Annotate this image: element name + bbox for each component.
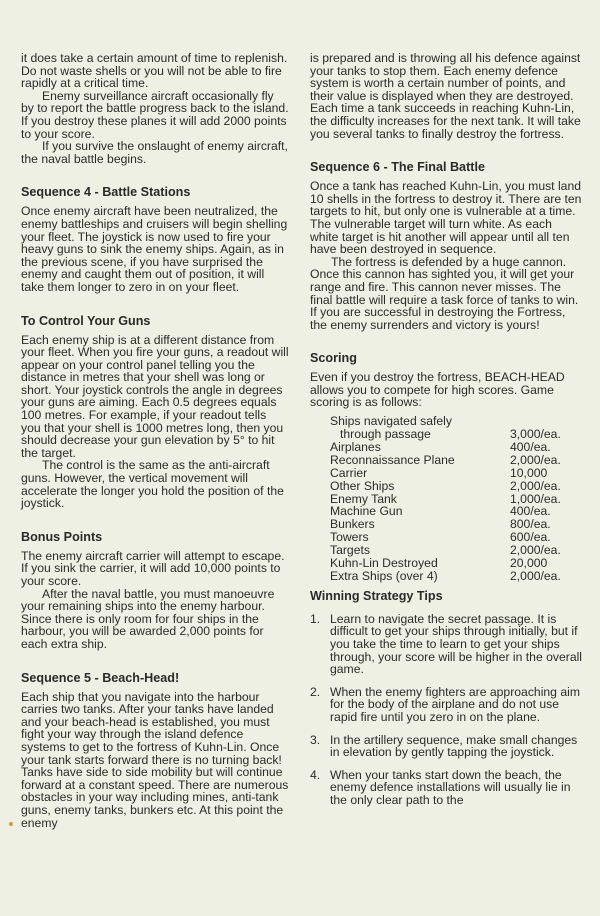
- paragraph: Once enemy aircraft have been neutralized, the enemy battleships and cruisers will begin shelling your fleet. The joystick is now used to fire your heavy guns to sink the enemy ships. Again, as in the previous scene, if you have surprised the enemy and caught them out of position, it will take them longer to zero in on your fleet.: [21, 204, 288, 294]
- score-value: 800/ea.: [510, 517, 551, 532]
- score-value: 3,000/ea.: [510, 426, 561, 441]
- section-heading-strategy-tips: Winning Strategy Tips: [310, 588, 443, 603]
- tip-text: When your tanks start down the beach, the enemy defence installations will usually lie in the only clear path to the: [330, 767, 571, 807]
- paragraph: The fortress is defended by a huge cannon. Once this cannon has sighted you, it will get your range and fire. This cannon never misses. The final battle will require a task force of tanks to win. If you are successful in destroying the Fortress, the enemy surrenders and victory is yours!: [310, 254, 579, 332]
- paragraph: Each ship that you navigate into the harbour carries two tanks. After your tanks have landed and your beach-head is established, you must fight your way through the island defence systems to get to the fortress of Kuhn-Lin. Once your tank starts forward there is no turning back! Tanks have side to side mobility but will continue forward at a constant speed. There are numerous obstacles in your way including mines, anti-tank guns, enemy tanks, bunkers etc. At this point the enemy: [21, 689, 289, 830]
- score-label: Carrier: [330, 465, 368, 480]
- list-item: [310, 734, 582, 759]
- margin-mark: [9, 822, 13, 826]
- score-row: [330, 480, 574, 493]
- score-label: Bunkers: [330, 517, 375, 532]
- section-heading-bonus-points: Bonus Points: [21, 529, 103, 544]
- paragraph: The control is the same as the anti-aircraft guns. However, the vertical movement will accelerate the longer you hold the position of the joystick.: [21, 458, 284, 511]
- score-label: Enemy Tank: [330, 491, 397, 506]
- section-heading-scoring: Scoring: [310, 351, 357, 366]
- tip-text: In the artillery sequence, make small changes in elevation by gently tapping the joystick.: [330, 732, 578, 760]
- section-heading-control-guns: To Control Your Guns: [21, 313, 151, 328]
- score-table: [330, 415, 574, 583]
- score-value: 20,000: [510, 556, 548, 571]
- paragraph: is prepared and is throwing all his defence against your tanks to stop them. Each enemy defence system is worth a certain number of points, and their value is displayed when they are destroyed. Each time a tank succeeds in reaching Kuhn-Lin, the difficulty increases for the next tank. It will take you several tanks to finally destroy the fortress.: [310, 51, 581, 141]
- tip-number: 1.: [310, 611, 321, 626]
- tip-text: Learn to navigate the secret passage. It is difficult to get your ships through initially, but if you take the time to learn to get your ships through, your score will be higher in the overall game.: [330, 611, 583, 677]
- score-row: [330, 557, 574, 570]
- paragraph: it does take a certain amount of time to replenish. Do not waste shells or you will not be able to fire rapidly at a critical time.: [21, 51, 288, 91]
- paragraph: If you survive the onslaught of enemy aircraft, the naval battle begins.: [21, 139, 288, 166]
- score-label: Extra Ships (over 4): [330, 568, 438, 583]
- list-item: [310, 613, 582, 676]
- tip-number: 4.: [310, 767, 321, 782]
- score-value: 10,000: [510, 465, 548, 480]
- score-value: 600/ea.: [510, 530, 551, 545]
- score-label: Ships navigated safely: [330, 414, 452, 429]
- score-row: [330, 428, 574, 441]
- paragraph: Enemy surveillance aircraft occasionally fly by to report the battle progress back to the island. If you destroy these planes it will add 2000 points to your score.: [21, 88, 289, 141]
- score-value: 400/ea.: [510, 439, 551, 454]
- list-item: [310, 686, 582, 724]
- paragraph: Each enemy ship is at a different distance from your fleet. When you fire your guns, a readout will appear on your control panel telling you the distance in metres that your shell was long or short. Your joystick controls the angle in degrees your guns are aiming. Each 0.5 degrees equals 100 metres. For example, if your readout tells you that your shell is 1000 metres long, then you should decrease your gun elevation by 5° to hit the target.: [21, 332, 289, 460]
- score-label: Machine Gun: [330, 504, 403, 519]
- score-value: 2,000/ea.: [510, 478, 561, 493]
- score-value: 2,000/ea.: [510, 568, 561, 583]
- score-label: Kuhn-Lin Destroyed: [330, 556, 438, 571]
- tip-number: 3.: [310, 732, 321, 747]
- score-value: 2,000/ea.: [510, 543, 561, 558]
- score-row: [330, 441, 574, 454]
- tips-list: [310, 613, 582, 807]
- section-heading-sequence-4: Sequence 4 - Battle Stations: [21, 185, 191, 200]
- score-label: Towers: [330, 530, 369, 545]
- list-item: [310, 769, 582, 807]
- score-row: [330, 454, 574, 467]
- score-label: Reconnaissance Plane: [330, 452, 455, 467]
- paragraph: The enemy aircraft carrier will attempt to escape. If you sink the carrier, it will add 10,000 points to your score.: [21, 548, 285, 588]
- paragraph: Once a tank has reached Kuhn-Lin, you must land 10 shells in the fortress to destroy it. There are ten targets to hit, but only one is vulnerable at a time. The vulnerable target will turn white. As each white target is hit another will appear until all ten have been destroyed in sequence.: [310, 179, 582, 257]
- score-value: 2,000/ea.: [510, 452, 561, 467]
- section-heading-sequence-5: Sequence 5 - Beach-Head!: [21, 670, 180, 685]
- score-label: through passage: [340, 426, 431, 441]
- tip-number: 2.: [310, 684, 321, 699]
- score-row: [330, 467, 574, 480]
- paragraph: Even if you destroy the fortress, BEACH-HEAD allows you to compete for high scores. Game scoring is as follows:: [310, 370, 565, 410]
- score-label: Targets: [330, 543, 370, 558]
- section-heading-sequence-6: Sequence 6 - The Final Battle: [310, 160, 485, 175]
- tip-text: When the enemy fighters are approaching aim for the body of the airplane and do not use rapid fire until you zero in on the plane.: [330, 684, 580, 724]
- score-label: Other Ships: [330, 478, 395, 493]
- score-row: [330, 570, 574, 583]
- left-column: [21, 52, 289, 829]
- score-value: 1,000/ea.: [510, 491, 561, 506]
- score-value: 400/ea.: [510, 504, 551, 519]
- score-label: Airplanes: [330, 439, 381, 454]
- paragraph: After the naval battle, you must manoeuvre your remaining ships into the enemy harbour. Since there is only room for four ships in the harbour, you will be awarded 2,000 points for each extra ship.: [21, 586, 275, 651]
- right-column: [310, 52, 582, 817]
